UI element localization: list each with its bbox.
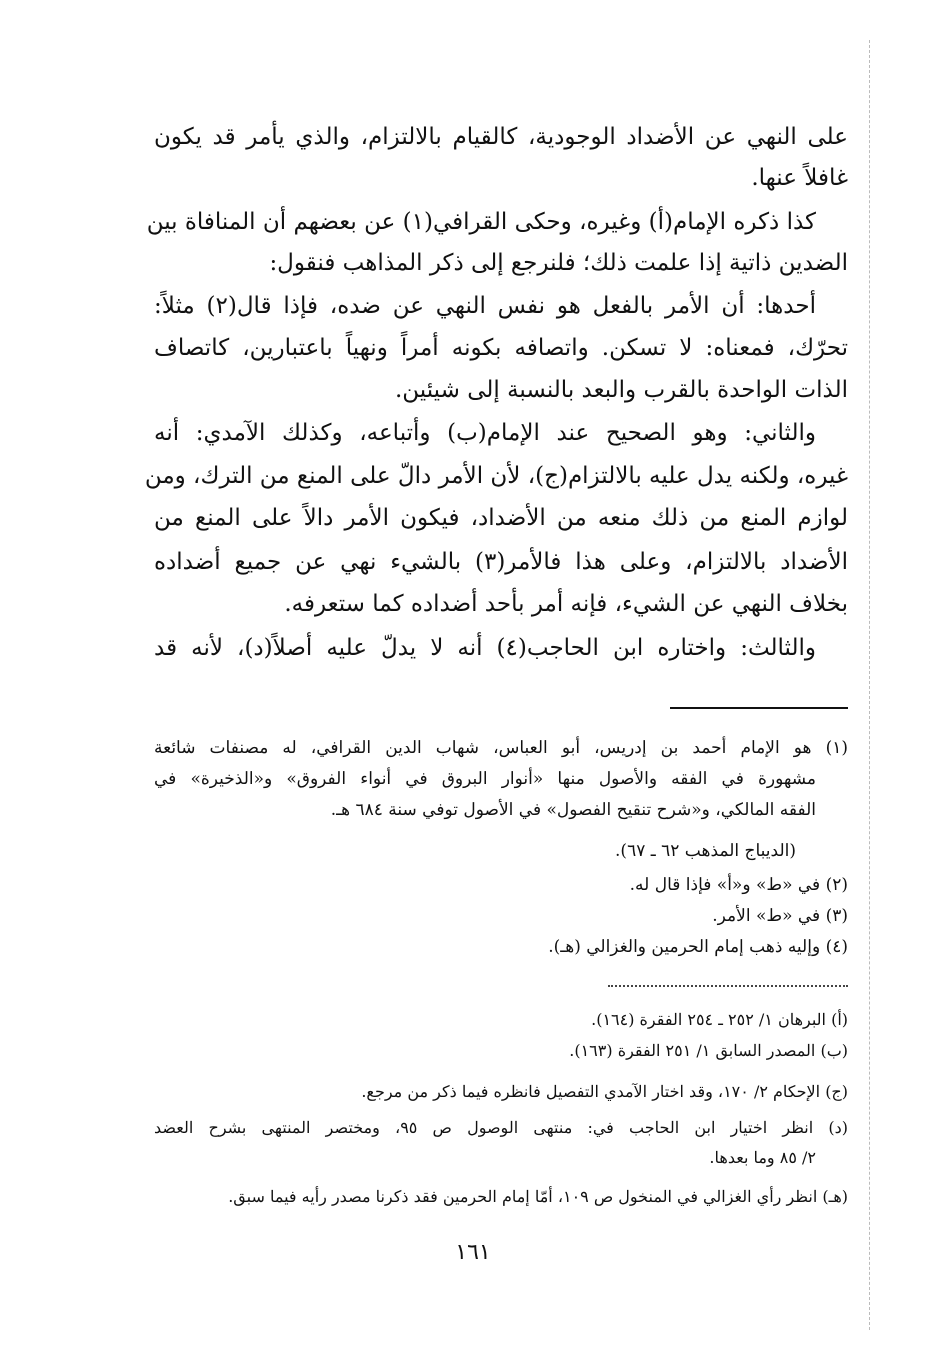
editor-note-d-line-2: ٢/ ٨٥ وما بعدها. [709, 1148, 816, 1167]
footnote-1-line-1: (١) هو الإمام أحمد بن إدريس، أبو العباس، شهاب الدين القرافي، له مصنفات شائعة [154, 738, 848, 758]
footnote-divider-dotted [608, 985, 848, 987]
body-line-7: الذات الواحدة بالقرب والبعد بالنسبة إلى شيئين. [394, 377, 848, 403]
body-line-2: غافلاً عنها. [751, 165, 848, 191]
editor-note-c: (ج) الإحكام ٢/ ١٧٠، وقد اختار الآمدي التفصيل فانظره فيما ذكر من مرجع. [361, 1082, 848, 1101]
footnote-4: (٤) وإليه ذهب إمام الحرمين والغزالي (هـ). [548, 937, 848, 957]
body-line-11: الأضداد بالالتزام، وعلى هذا فالأمر(٣) بالشيء نهي عن جميع أضداده [154, 549, 849, 575]
footnote-2: (٢) في «ط» و«أ» فإذا قال له. [629, 875, 848, 895]
footnote-1-reference: (الديباج المذهب ٦٢ ـ ٦٧). [615, 841, 796, 861]
footnote-3: (٣) في «ط» الأمر. [712, 906, 848, 926]
footnote-separator [670, 707, 848, 709]
page-number: ١٦١ [455, 1240, 491, 1265]
body-line-5: أحدها: أن الأمر بالفعل هو نفس النهي عن ضده، فإذا قال(٢) مثلاً: [154, 293, 816, 319]
editor-note-b: (ب) المصدر السابق ١/ ٢٥١ الفقرة (١٦٣). [569, 1041, 848, 1060]
footnote-1-line-3: الفقه المالكي، و«شرح تنقيح الفصول» في الأصول توفي سنة ٦٨٤ هـ. [330, 800, 816, 820]
editor-note-a: (أ) البرهان ١/ ٢٥٢ ـ ٢٥٤ الفقرة (١٦٤). [591, 1010, 848, 1029]
editor-note-e: (هـ) انظر رأي الغزالي في المنخول ص ١٠٩، أمّا إمام الحرمين فقد ذكرنا مصدر رأيه فيما سبق. [228, 1187, 848, 1206]
body-line-13: والثالث: واختاره ابن الحاجب(٤) أنه لا يدلّ عليه أصلاً(د)، لأنه قد [154, 635, 816, 661]
body-line-10: لوازم المنع من ذلك منعه من الأضداد، فيكون الأمر دالاً على المنع من [154, 505, 848, 531]
body-line-4: الضدين ذاتية إذا علمت ذلك؛ فلنرجع إلى ذكر المذاهب فنقول: [269, 250, 848, 276]
body-line-3: كذا ذكره الإمام(أ) وغيره، وحكى القرافي(١) عن بعضهم أن المنافاة بين [146, 209, 816, 235]
body-line-9: غيره، ولكنه يدل عليه بالالتزام(ج)، لأن الأمر دالّ على المنع من الترك، ومن [144, 463, 848, 489]
editor-note-d-line-1: (د) انظر اختيار ابن الحاجب في: منتهى الوصول ص ٩٥، ومختصر المنتهى بشرح العضد [154, 1118, 849, 1137]
body-line-1: على النهي عن الأضداد الوجودية، كالقيام بالالتزام، والذي يأمر قد يكون [154, 124, 848, 150]
body-line-6: تحرّك، فمعناه: لا تسكن. واتصافه بكونه أمراً ونهياً باعتبارين، كاتصاف [154, 335, 848, 361]
footnote-1-line-2: مشهورة في الفقه والأصول منها «أنوار البروق في أنواء الفروق» و«الذخيرة» في [154, 769, 816, 789]
body-line-12: بخلاف النهي عن الشيء، فإنه أمر بأحد أضداده كما ستعرفه. [284, 591, 848, 617]
body-line-8: والثاني: وهو الصحيح عند الإمام(ب) وأتباعه، وكذلك الآمدي: أنه [154, 420, 816, 446]
scan-edge-line [869, 40, 870, 1330]
